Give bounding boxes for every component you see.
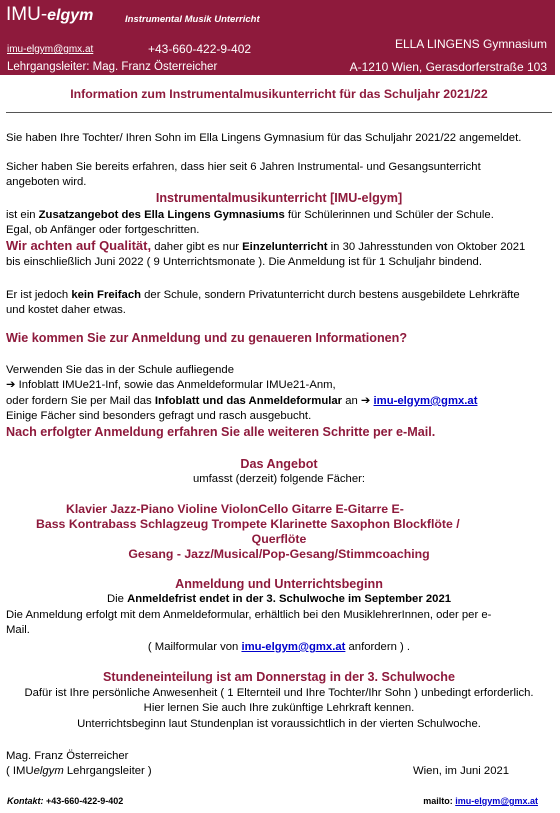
title-divider	[6, 112, 552, 113]
paragraph-line: ( Mailformular von imu-elgym@gmx.at anfordern ) .	[147, 641, 411, 653]
paragraph-line: Egal, ob Anfänger oder fortgeschritten.	[6, 224, 200, 236]
paragraph-line: Dafür ist Ihre persönliche Anwesenheit ( 1 Elternteil und Ihre Tochter/Ihr Sohn ) unbedingt erforderlich.	[24, 687, 534, 699]
footer-mail: mailto: imu-elgym@gmx.at	[423, 796, 538, 806]
paragraph-line: oder fordern Sie per Mail das Infoblatt und das Anmeldeformular an ➔ imu-elgym@gmx.at	[6, 395, 478, 407]
paragraph-line: Die Anmeldung erfolgt mit dem Anmeldeformular, erhältlich bei den MusiklehrerInnen, oder per e-	[6, 609, 492, 621]
instrument-list: Klavier Jazz-Piano Violine ViolonCello Gitarre E-Gitarre E-	[66, 502, 404, 516]
section-heading: Instrumentalmusikunterricht [IMU-elgym]	[155, 191, 403, 205]
email-link[interactable]: imu-elgym@gmx.at	[241, 641, 346, 653]
school-name: ELLA LINGENS Gymnasium	[394, 37, 547, 51]
section-heading: Stundeneinteilung ist am Donnerstag in der 3. Schulwoche	[103, 670, 455, 684]
letterhead-subtitle: Instrumental Musik Unterricht	[125, 14, 260, 25]
letterhead	[0, 0, 555, 75]
paragraph-line: und kostet daher etwas.	[6, 304, 126, 316]
paragraph-line: Sicher haben Sie bereits erfahren, dass hier seit 6 Jahren Instrumental- und Gesangsunterricht	[6, 161, 481, 173]
paragraph-line: umfasst (derzeit) folgende Fächer:	[192, 473, 366, 485]
paragraph-line: Mail.	[6, 624, 30, 636]
paragraph-line: angeboten wird.	[6, 176, 87, 188]
letter-date: Wien, im Juni 2021	[413, 765, 510, 777]
paragraph-line: ➔ Infoblatt IMUe21-Inf, sowie das Anmeldeformular IMUe21-Anm,	[6, 379, 336, 391]
paragraph-line: Einige Fächer sind besonders gefragt und rasch ausgebucht.	[6, 410, 312, 422]
school-address: A-1210 Wien, Gerasdorferstraße 103	[349, 60, 547, 74]
paragraph-line: Unterrichtsbeginn laut Stundenplan ist voraussichtlich in der vierten Schulwoche.	[77, 718, 481, 730]
course-leader: Lehrgangsleiter: Mag. Franz Österreicher	[7, 61, 218, 73]
letterhead-phone: +43-660-422-9-402	[148, 42, 252, 56]
paragraph-line: Er ist jedoch kein Freifach der Schule, sondern Privatunterricht durch bestens ausgebildete Lehrkräfte	[6, 289, 520, 301]
quality-line: Wir achten auf Qualität, daher gibt es nur Einzelunterricht in 30 Jahresstunden von Oktober 2021	[6, 238, 526, 253]
paragraph-line: ist ein Zusatzangebot des Ella Lingens Gymnasiums für Schülerinnen und Schüler der Schule.	[6, 209, 494, 221]
section-heading: Anmeldung und Unterrichtsbeginn	[175, 577, 383, 591]
instrument-list: Bass Kontrabass Schlagzeug Trompete Klarinette Saxophon Blockflöte /	[36, 517, 460, 531]
signature-role: ( IMUelgym Lehrgangsleiter )	[6, 765, 152, 777]
section-heading: Nach erfolgter Anmeldung erfahren Sie alle weiteren Schritte per e-Mail.	[6, 425, 436, 439]
instrument-list: Gesang - Jazz/Musical/Pop-Gesang/Stimmcoaching	[128, 547, 430, 561]
section-heading: Das Angebot	[240, 457, 318, 471]
email-link[interactable]: imu-elgym@gmx.at	[455, 796, 538, 806]
paragraph-line: Die Anmeldefrist endet in der 3. Schulwoche im September 2021	[106, 593, 452, 605]
paragraph-line: Hier lernen Sie auch Ihre zukünftige Lehrkraft kennen.	[143, 702, 415, 714]
intro-text: Sie haben Ihre Tochter/ Ihren Sohn im Ella Lingens Gymnasium für das Schuljahr 2021/22 angemeldet.	[6, 132, 522, 144]
footer-contact: Kontakt: +43-660-422-9-402	[7, 796, 124, 806]
document-title: Information zum Instrumentalmusikunterricht für das Schuljahr 2021/22	[70, 87, 488, 101]
signature-name: Mag. Franz Österreicher	[6, 750, 129, 762]
paragraph-line: bis einschließlich Juni 2022 ( 9 Unterrichtsmonate ). Die Anmeldung ist für 1 Schuljahr bindend.	[6, 256, 482, 268]
logo: IMU-elgym	[6, 4, 94, 25]
email-link[interactable]: imu-elgym@gmx.at	[373, 395, 478, 407]
paragraph-line: Verwenden Sie das in der Schule aufliegende	[6, 364, 234, 376]
instrument-list: Querflöte	[251, 532, 307, 546]
letterhead-email[interactable]: imu-elgym@gmx.at	[7, 44, 94, 55]
section-heading: Wie kommen Sie zur Anmeldung und zu genaueren Informationen?	[6, 331, 408, 345]
